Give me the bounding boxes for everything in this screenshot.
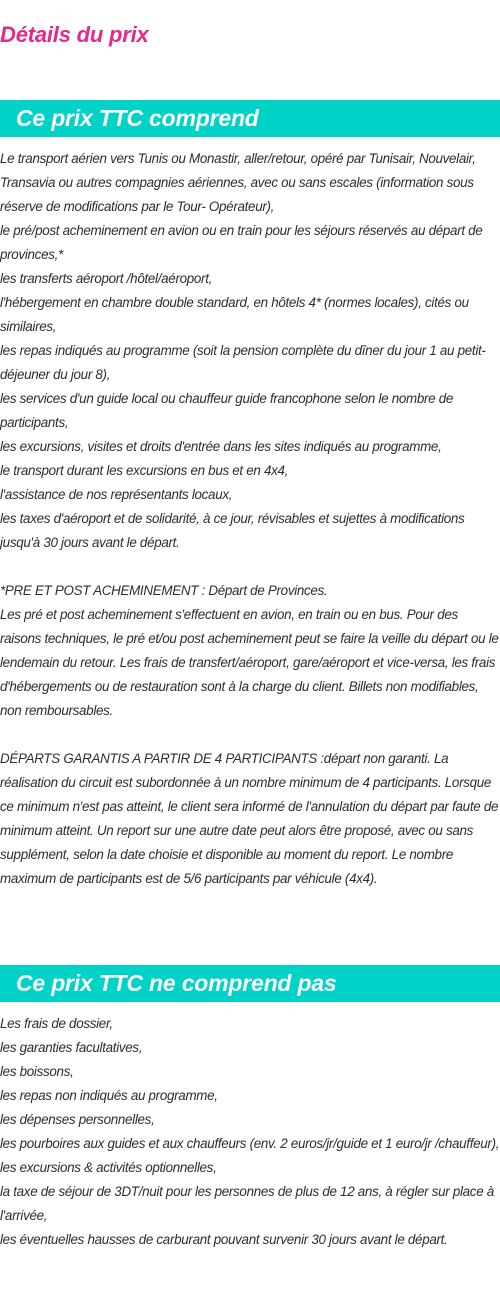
included-item: les excursions, visites et droits d'entrée dans les sites indiqués au programme, xyxy=(0,439,442,454)
pre-post-routing-note xyxy=(0,579,500,723)
guaranteed-departures-text: DÉPARTS GARANTIS A PARTIR DE 4 PARTICIPANTS :départ non garanti. La réalisation du circuit est subordonnée à un nombre minimum de 4 participants. Lorsque ce minimum n'est pas atteint, le client sera informé de l'annulation du départ par faute de minimum atteint. Un report sur une autre date peut alors être proposé, avec ou sans supplément, selon la date choisie et disponible au moment du report. Le nombre maximum de participants est de 5/6 participants par véhicule (4x4). xyxy=(0,751,499,886)
excluded-item: les boissons, xyxy=(0,1064,74,1079)
included-item: l'assistance de nos représentants locaux, xyxy=(0,487,233,502)
included-item: l'hébergement en chambre double standard, en hôtels 4* (normes locales), cités ou similaires, xyxy=(0,295,469,334)
included-section-heading: Ce prix TTC comprend xyxy=(0,100,500,137)
included-item: les services d'un guide local ou chauffeur guide francophone selon le nombre de participants, xyxy=(0,391,454,430)
included-item: les repas indiqués au programme (soit la pension complète du dîner du jour 1 au petit-déjeuner du jour 8), xyxy=(0,343,486,382)
excluded-item: les excursions & activités optionnelles, xyxy=(0,1160,217,1175)
excluded-item: Les frais de dossier, xyxy=(0,1016,113,1031)
excluded-item: les dépenses personnelles, xyxy=(0,1112,155,1127)
pre-post-routing-body: Les pré et post acheminement s'effectuent en avion, en train ou en bus. Pour des raisons techniques, le pré et/ou post acheminement peut se faire la veille du départ ou le lendemain du retour. Les frais de transfert/aéroport, gare/aéroport et vice-versa, les frais d'hébergements ou de restauration sont à la charge du client. Billets non modifiables, non remboursables. xyxy=(0,607,499,718)
page-title: Détails du prix xyxy=(0,22,149,47)
excluded-item: les pourboires aux guides et aux chauffeurs (env. 2 euros/jr/guide et 1 euro/jr /chauffeur), xyxy=(0,1136,500,1151)
excluded-section-heading: Ce prix TTC ne comprend pas xyxy=(0,965,500,1002)
guaranteed-departures-note xyxy=(0,747,500,891)
excluded-items-list xyxy=(0,1012,500,1252)
excluded-item: les repas non indiqués au programme, xyxy=(0,1088,218,1103)
excluded-item: les éventuelles hausses de carburant pouvant survenir 30 jours avant le départ. xyxy=(0,1232,448,1247)
included-item: le transport durant les excursions en bus et en 4x4, xyxy=(0,463,289,478)
pre-post-routing-heading: *PRE ET POST ACHEMINEMENT : Départ de Provinces. xyxy=(0,583,328,598)
included-item: le pré/post acheminement en avion ou en train pour les séjours réservés au départ de provinces,* xyxy=(0,223,483,262)
included-item: les transferts aéroport /hôtel/aéroport, xyxy=(0,271,213,286)
included-items-list xyxy=(0,147,500,555)
excluded-item: les garanties facultatives, xyxy=(0,1040,143,1055)
excluded-item: la taxe de séjour de 3DT/nuit pour les personnes de plus de 12 ans, à régler sur place à l'arrivée, xyxy=(0,1184,494,1223)
included-item: Le transport aérien vers Tunis ou Monastir, aller/retour, opéré par Tunisair, Nouvelair, Transavia ou autres compagnies aériennes, avec ou sans escales (information sous réserve de modifications par le Tour- Opérateur), xyxy=(0,151,476,214)
included-item: les taxes d'aéroport et de solidarité, à ce jour, révisables et sujettes à modifications jusqu'à 30 jours avant le départ. xyxy=(0,511,465,550)
